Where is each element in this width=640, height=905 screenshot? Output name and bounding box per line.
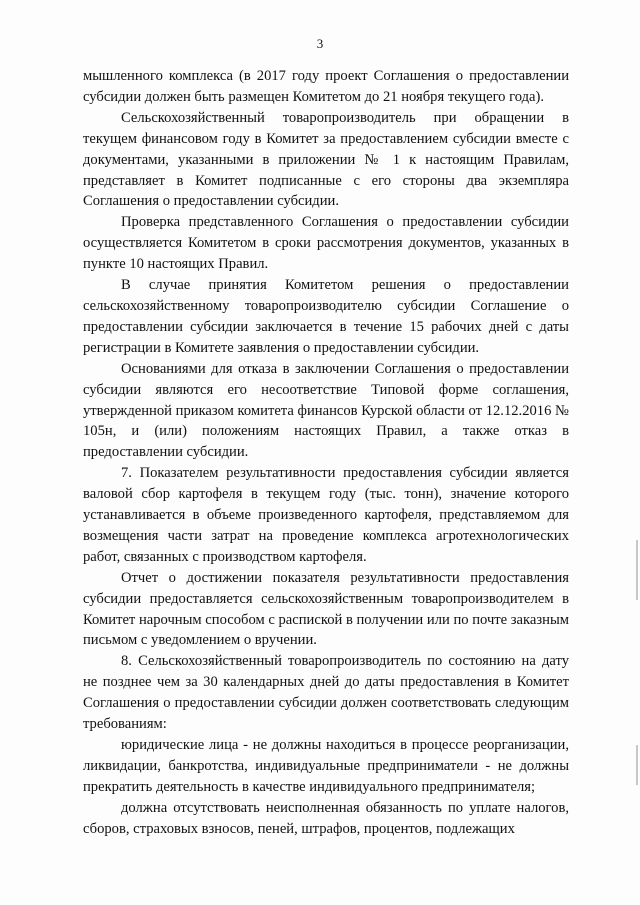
paragraph-agreement-conclusion: В случае принятия Комитетом решения о предоставлении сельскохозяйственному товаропроизводителю субсидии Соглашение о предоставлении субсидии заключается в течение 15 рабочих дней с даты регистрации в Комитете заявления о предоставлении субсидии. (83, 277, 569, 356)
document-body (83, 66, 569, 840)
paragraph-item-7: 7. Показателем результативности предоставления субсидии является валовой сбор картофеля в текущем году (тыс. тонн), значение которого устанавливается в объеме произведенного картофеля, представляемом для возмещения части затрат на проведение комплекса агротехнологических работ, связанных с производством картофеля. (83, 465, 569, 565)
paragraph-refusal-grounds: Основаниями для отказа в заключении Соглашения о предоставлении субсидии являются его несоответствие Типовой форме соглашения, утвержденной приказом комитета финансов Курской области от 12.12.2016 № 105н, и (или) положениям настоящих Правил, а также отказ в предоставлении субсидии. (83, 360, 569, 461)
paragraph-report: Отчет о достижении показателя результативности предоставления субсидии предоставляется сельскохозяйственным товаропроизводителем в Комитет нарочным способом с распиской в получении или по почте заказным письмом с уведомлением о вручении. (83, 569, 569, 649)
paragraph-agreement-check: Проверка представленного Соглашения о предоставлении субсидии осуществляется Комитетом в сроки рассмотрения документов, указанных в пункте 10 настоящих Правил. (83, 214, 569, 273)
paragraph-item-8: 8. Сельскохозяйственный товаропроизводитель по состоянию на дату не позднее чем за 30 календарных дней до даты предоставления в Комитет Соглашения о предоставлении субсидии должен соответствовать следующим требованиям: (83, 653, 569, 733)
paragraph-legal-entities: юридические лица - не должны находиться в процессе реорганизации, ликвидации, банкротства, индивидуальные предприниматели - не должны прекратить деятельность в качестве индивидуального предпринимателя; (83, 737, 569, 795)
paragraph-agreement-submission: Сельскохозяйственный товаропроизводитель при обращении в текущем финансовом году в Комитет за предоставлением субсидии вместе с документами, указанными в приложении № 1 к настоящим Правилам, представляет в Комитет подписанные с его стороны два экземпляра Соглашения о предоставлении субсидии. (83, 109, 569, 210)
paragraph-continuation: мышленного комплекса (в 2017 году проект Соглашения о предоставлении субсидии должен быть размещен Комитетом до 21 ноября текущего года). (83, 68, 569, 105)
paragraph-tax-obligations: должна отсутствовать неисполненная обязанность по уплате налогов, сборов, страховых взносов, пеней, штрафов, процентов, подлежащих (83, 799, 569, 837)
page-number: 3 (316, 36, 324, 51)
scan-edge-mark (636, 745, 638, 785)
scan-edge-mark (636, 540, 638, 600)
